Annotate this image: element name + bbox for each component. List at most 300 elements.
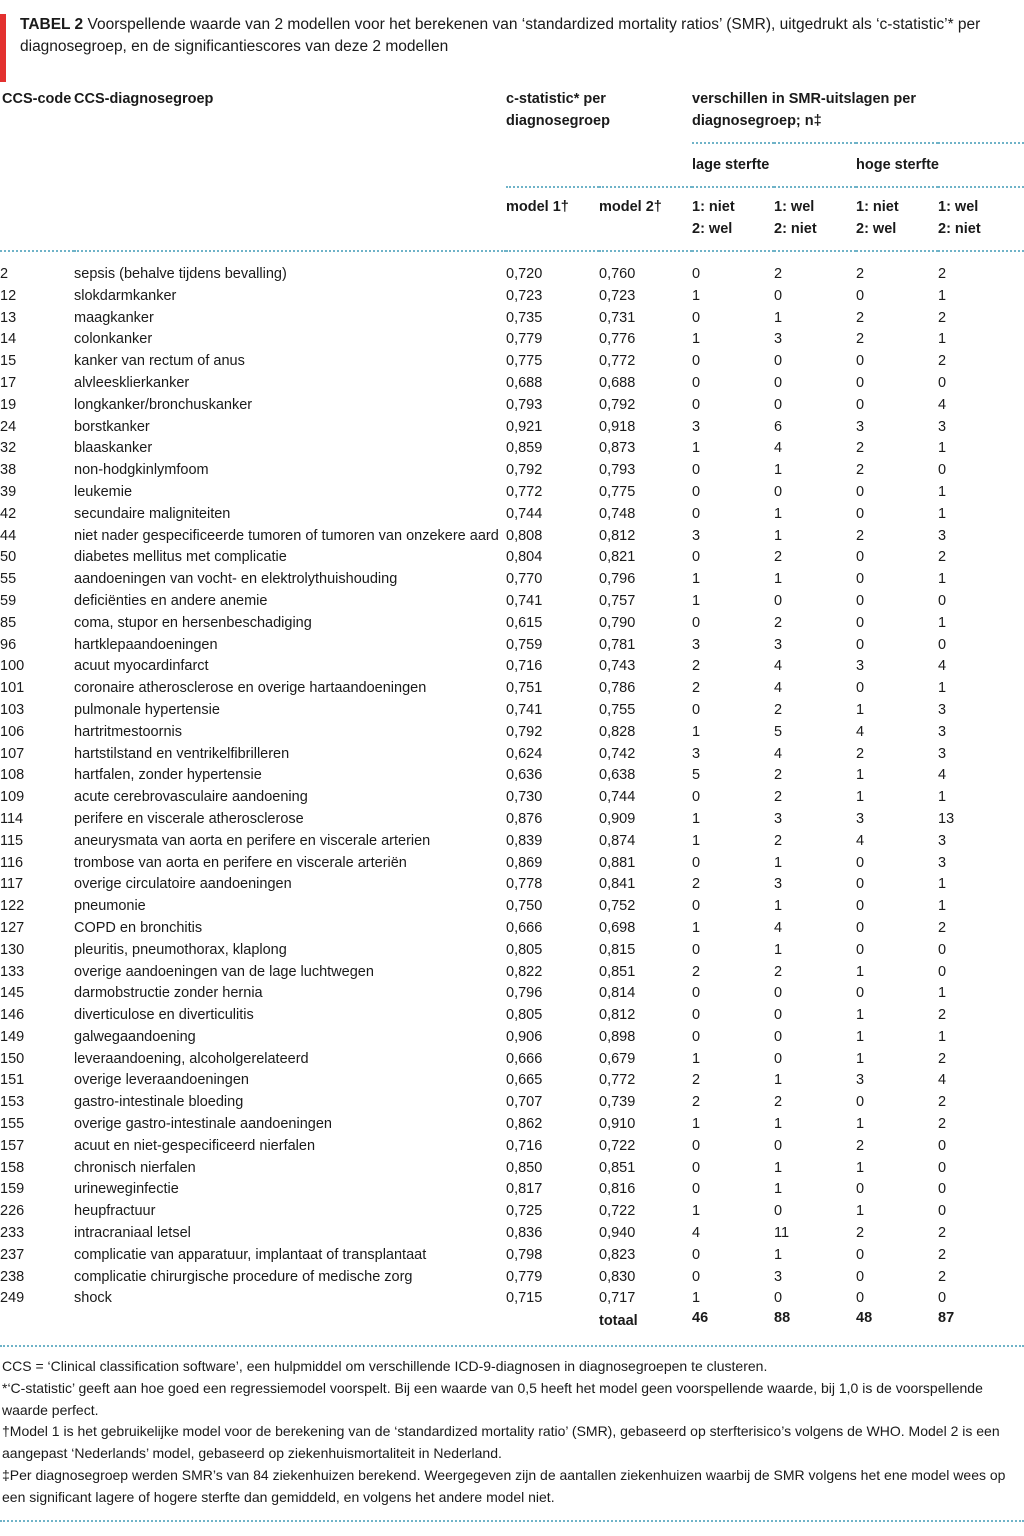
table-row: [0, 1027, 1024, 1049]
cell-cstat-model1: 0,850: [506, 1159, 543, 1176]
cell-cstat-model2: 0,841: [599, 876, 636, 893]
cell-cstat-model2: 0,772: [599, 353, 636, 370]
cell-high-wel-niet: 13: [938, 810, 955, 827]
cell-low-niet-wel: 0: [692, 614, 701, 631]
cell-high-wel-niet: 0: [938, 1159, 947, 1176]
table-row: [0, 351, 1024, 373]
cell-high-niet-wel: 2: [856, 440, 865, 457]
cell-cstat-model2: 0,851: [599, 963, 636, 980]
cell-low-niet-wel: 3: [692, 527, 701, 544]
cell-cstat-model2: 0,830: [599, 1268, 636, 1285]
cell-cstat-model2: 0,760: [599, 266, 636, 282]
cell-cstat-model1: 0,750: [506, 898, 543, 915]
cell-cstat-model2: 0,781: [599, 636, 636, 653]
cell-low-niet-wel: 0: [692, 374, 701, 391]
cell-cstat-model1: 0,779: [506, 1268, 543, 1285]
cell-low-niet-wel: 2: [692, 963, 701, 980]
cell-high-wel-niet: 4: [938, 658, 947, 675]
cell-low-wel-niet: 0: [774, 1007, 783, 1024]
table-row: [0, 417, 1024, 439]
table-row: [0, 329, 1024, 351]
cell-cstat-model2: 0,851: [599, 1159, 636, 1176]
cell-ccs-code: 114: [0, 810, 24, 827]
cell-cstat-model1: 0,822: [506, 963, 543, 980]
cell-high-wel-niet: 0: [938, 963, 947, 980]
cell-cstat-model1: 0,798: [506, 1246, 543, 1263]
cell-low-niet-wel: 0: [692, 1268, 701, 1285]
cell-ccs-group: hartklepaandoeningen: [74, 636, 218, 653]
header-sub-1: 1: niet 2: wel: [692, 199, 735, 237]
cell-cstat-model2: 0,812: [599, 527, 636, 544]
cell-ccs-code: 106: [0, 723, 25, 740]
total-value: 46: [692, 1310, 709, 1327]
cell-low-niet-wel: 0: [692, 505, 701, 522]
header-cstat-line1: c-statistic* per: [506, 91, 606, 107]
cell-low-niet-wel: 5: [692, 767, 701, 784]
cell-low-wel-niet: 4: [774, 680, 783, 697]
cell-low-wel-niet: 0: [774, 985, 783, 1002]
cell-low-wel-niet: 2: [774, 701, 783, 718]
cell-low-wel-niet: 2: [774, 789, 783, 806]
cell-cstat-model1: 0,615: [506, 614, 543, 631]
cell-low-niet-wel: 1: [692, 832, 701, 849]
cell-ccs-code: 100: [0, 658, 25, 675]
table-row: [0, 395, 1024, 417]
total-value: 88: [774, 1310, 791, 1327]
cell-high-niet-wel: 0: [856, 549, 865, 566]
cell-cstat-model1: 0,725: [506, 1203, 543, 1220]
cell-cstat-model2: 0,755: [599, 701, 636, 718]
cell-ccs-group: COPD en bronchitis: [74, 919, 203, 936]
cell-high-niet-wel: 0: [856, 505, 865, 522]
header-high: hoge sterfte: [856, 143, 1024, 187]
cell-low-wel-niet: 3: [774, 876, 783, 893]
table-row: [0, 809, 1024, 831]
cell-high-niet-wel: 1: [856, 1007, 865, 1024]
cell-cstat-model1: 0,859: [506, 440, 543, 457]
cell-ccs-group: hartfalen, zonder hypertensie: [74, 767, 262, 784]
cell-ccs-group: chronisch nierfalen: [74, 1159, 196, 1176]
cell-cstat-model2: 0,909: [599, 810, 636, 827]
cell-low-niet-wel: 0: [692, 789, 701, 806]
cell-cstat-model1: 0,796: [506, 985, 543, 1002]
cell-ccs-code: 233: [0, 1225, 25, 1242]
cell-low-niet-wel: 0: [692, 1181, 701, 1198]
cell-cstat-model1: 0,778: [506, 876, 543, 893]
cell-low-wel-niet: 1: [774, 1072, 783, 1089]
cell-low-niet-wel: 0: [692, 854, 701, 871]
cell-cstat-model2: 0,816: [599, 1181, 636, 1198]
cell-cstat-model1: 0,665: [506, 1072, 543, 1089]
cell-cstat-model2: 0,772: [599, 1072, 636, 1089]
cell-cstat-model1: 0,688: [506, 374, 543, 391]
table-row: [0, 1179, 1024, 1201]
cell-low-wel-niet: 1: [774, 527, 783, 544]
cell-low-wel-niet: 0: [774, 1050, 783, 1067]
cell-ccs-code: 115: [0, 832, 24, 849]
cell-high-wel-niet: 1: [938, 440, 947, 457]
cell-cstat-model2: 0,812: [599, 1007, 636, 1024]
cell-high-niet-wel: 0: [856, 614, 865, 631]
cell-high-wel-niet: 0: [938, 1203, 947, 1220]
cell-cstat-model1: 0,735: [506, 309, 543, 326]
cell-high-wel-niet: 3: [938, 745, 947, 762]
cell-high-wel-niet: 0: [938, 1290, 947, 1307]
cell-cstat-model1: 0,805: [506, 1007, 543, 1024]
cell-ccs-group: diabetes mellitus met complicatie: [74, 549, 287, 566]
cell-low-wel-niet: 1: [774, 1159, 783, 1176]
cell-cstat-model2: 0,739: [599, 1094, 636, 1111]
cell-high-wel-niet: 2: [938, 1094, 947, 1111]
footnote: ‡Per diagnosegroep werden SMR’s van 84 ziekenhuizen berekend. Weergegeven zijn de aantallen ziekenhuizen waarbij de SMR volgens het ene model wees op een significant lagere of hogere sterfte dan gemiddeld, en volgens het andere model niet.: [2, 1466, 1006, 1505]
cell-low-wel-niet: 0: [774, 483, 783, 500]
header-model2: model 2†: [599, 199, 662, 215]
cell-high-niet-wel: 0: [856, 898, 865, 915]
table-row: [0, 787, 1024, 809]
cell-high-niet-wel: 4: [856, 832, 865, 849]
cell-low-niet-wel: 1: [692, 571, 701, 588]
table-row: [0, 1136, 1024, 1158]
table-row: [0, 438, 1024, 460]
cell-low-wel-niet: 4: [774, 919, 783, 936]
cell-high-niet-wel: 0: [856, 636, 865, 653]
table-body: [0, 264, 1024, 1310]
cell-high-wel-niet: 0: [938, 636, 947, 653]
table-row: [0, 1267, 1024, 1289]
cell-high-niet-wel: 0: [856, 353, 865, 370]
cell-ccs-code: 59: [0, 592, 17, 609]
cell-low-niet-wel: 2: [692, 1094, 701, 1111]
cell-high-wel-niet: 2: [938, 1007, 947, 1024]
table-row: [0, 460, 1024, 482]
cell-ccs-group: acuut en niet-gespecificeerd nierfalen: [74, 1137, 316, 1154]
cell-cstat-model1: 0,836: [506, 1225, 543, 1242]
cell-ccs-group: gastro-intestinale bloeding: [74, 1094, 244, 1111]
cell-high-niet-wel: 4: [856, 723, 865, 740]
cell-ccs-code: 44: [0, 527, 17, 544]
cell-cstat-model1: 0,839: [506, 832, 543, 849]
cell-cstat-model2: 0,679: [599, 1050, 636, 1067]
cell-low-niet-wel: 0: [692, 941, 701, 958]
cell-cstat-model2: 0,910: [599, 1116, 636, 1133]
table-row: [0, 983, 1024, 1005]
cell-low-wel-niet: 1: [774, 505, 783, 522]
cell-cstat-model2: 0,723: [599, 287, 636, 304]
cell-high-wel-niet: 1: [938, 876, 947, 893]
cell-ccs-group: coma, stupor en hersenbeschadiging: [74, 614, 312, 631]
cell-cstat-model1: 0,707: [506, 1094, 543, 1111]
table-row: [0, 940, 1024, 962]
cell-high-niet-wel: 0: [856, 1246, 865, 1263]
table-row: [0, 678, 1024, 700]
cell-ccs-group: perifere en viscerale atherosclerose: [74, 810, 304, 827]
table-row: [0, 896, 1024, 918]
cell-low-niet-wel: 0: [692, 462, 701, 479]
cell-cstat-model1: 0,759: [506, 636, 543, 653]
table-row: [0, 1288, 1024, 1310]
cell-cstat-model2: 0,776: [599, 331, 636, 348]
cell-ccs-group: longkanker/bronchuskanker: [74, 396, 253, 413]
cell-high-wel-niet: 2: [938, 919, 947, 936]
cell-cstat-model1: 0,804: [506, 549, 543, 566]
total-value: 87: [938, 1310, 955, 1327]
cell-ccs-group: pneumonie: [74, 898, 146, 915]
cell-high-niet-wel: 1: [856, 1028, 865, 1045]
cell-ccs-code: 158: [0, 1159, 25, 1176]
cell-ccs-code: 157: [0, 1137, 25, 1154]
cell-low-niet-wel: 1: [692, 919, 701, 936]
cell-low-wel-niet: 1: [774, 571, 783, 588]
cell-high-wel-niet: 0: [938, 941, 947, 958]
cell-high-niet-wel: 0: [856, 1290, 865, 1307]
cell-low-wel-niet: 4: [774, 745, 783, 762]
cell-low-wel-niet: 2: [774, 266, 783, 282]
cell-ccs-code: 127: [0, 919, 25, 936]
cell-cstat-model2: 0,793: [599, 462, 636, 479]
cell-high-niet-wel: 3: [856, 418, 865, 435]
cell-ccs-group: kanker van rectum of anus: [74, 353, 245, 370]
cell-ccs-group: urineweginfectie: [74, 1181, 179, 1198]
cell-ccs-code: 122: [0, 898, 25, 915]
cell-ccs-code: 39: [0, 483, 17, 500]
cell-ccs-code: 153: [0, 1094, 25, 1111]
cell-ccs-group: heupfractuur: [74, 1203, 156, 1220]
cell-low-wel-niet: 2: [774, 1094, 783, 1111]
table-row: [0, 1005, 1024, 1027]
cell-high-wel-niet: 1: [938, 985, 947, 1002]
footnotes: [2, 1356, 1012, 1509]
footnote: *‘C-statistic’ geeft aan hoe goed een regressiemodel voorspelt. Bij een waarde van 0,5 heeft het model geen voorspellende waarde, bij 1,0 is de voorspellende waarde perfect.: [2, 1379, 983, 1418]
cell-low-wel-niet: 0: [774, 1290, 783, 1307]
cell-high-wel-niet: 0: [938, 1181, 947, 1198]
header-cstat: [506, 88, 692, 143]
table-row: [0, 482, 1024, 504]
cell-low-wel-niet: 0: [774, 353, 783, 370]
cell-low-niet-wel: 0: [692, 1246, 701, 1263]
cell-high-niet-wel: 0: [856, 680, 865, 697]
cell-high-niet-wel: 0: [856, 571, 865, 588]
table-row: [0, 1158, 1024, 1180]
header-diff: [692, 88, 1024, 143]
cell-low-wel-niet: 1: [774, 854, 783, 871]
table-row: [0, 504, 1024, 526]
cell-high-niet-wel: 1: [856, 1050, 865, 1067]
cell-low-niet-wel: 0: [692, 701, 701, 718]
totals-label: totaal: [599, 1313, 638, 1330]
caption-text: Voorspellende waarde van 2 modellen voor het berekenen van ‘standardized mortality ratios’ (SMR), uitgedrukt als ‘c-statistic’* per diagnosegroep, en de significantiescores van deze 2 modellen: [20, 16, 981, 55]
cell-cstat-model2: 0,814: [599, 985, 636, 1002]
cell-ccs-group: overige circulatoire aandoeningen: [74, 876, 292, 893]
cell-cstat-model1: 0,744: [506, 505, 543, 522]
cell-ccs-group: sepsis (behalve tijdens bevalling): [74, 266, 287, 282]
table-row: [0, 264, 1024, 286]
cell-ccs-group: overige aandoeningen van de lage luchtwegen: [74, 963, 374, 980]
cell-cstat-model2: 0,688: [599, 374, 636, 391]
cell-ccs-group: hartritmestoornis: [74, 723, 182, 740]
cell-cstat-model2: 0,638: [599, 767, 636, 784]
cell-high-niet-wel: 1: [856, 767, 865, 784]
cell-cstat-model2: 0,790: [599, 614, 636, 631]
table-row: [0, 635, 1024, 657]
cell-ccs-group: leukemie: [74, 483, 133, 500]
cell-low-niet-wel: 4: [692, 1225, 701, 1242]
cell-low-niet-wel: 0: [692, 396, 701, 413]
cell-cstat-model1: 0,723: [506, 287, 543, 304]
cell-ccs-group: aneurysmata van aorta en perifere en viscerale arterien: [74, 832, 431, 849]
cell-high-wel-niet: 3: [938, 832, 947, 849]
cell-ccs-code: 130: [0, 941, 25, 958]
cell-cstat-model1: 0,921: [506, 418, 543, 435]
cell-cstat-model1: 0,730: [506, 789, 543, 806]
cell-ccs-group: borstkanker: [74, 418, 150, 435]
cell-low-niet-wel: 0: [692, 985, 701, 1002]
cell-ccs-group: secundaire maligniteiten: [74, 505, 231, 522]
cell-ccs-group: niet nader gespecificeerde tumoren of tumoren van onzekere aard: [74, 527, 499, 544]
cell-low-wel-niet: 3: [774, 636, 783, 653]
cell-ccs-code: 14: [0, 331, 17, 348]
cell-low-wel-niet: 3: [774, 331, 783, 348]
cell-cstat-model2: 0,821: [599, 549, 636, 566]
cell-low-wel-niet: 1: [774, 1116, 783, 1133]
table-row: [0, 1114, 1024, 1136]
table-row: [0, 874, 1024, 896]
notes-divider: [0, 1345, 1024, 1347]
cell-ccs-group: intracraniaal letsel: [74, 1225, 191, 1242]
cell-low-niet-wel: 1: [692, 810, 701, 827]
cell-high-wel-niet: 2: [938, 353, 947, 370]
cell-high-niet-wel: 0: [856, 919, 865, 936]
cell-ccs-code: 42: [0, 505, 17, 522]
cell-ccs-code: 108: [0, 767, 25, 784]
cell-low-wel-niet: 2: [774, 963, 783, 980]
cell-cstat-model1: 0,624: [506, 745, 543, 762]
table-row: [0, 591, 1024, 613]
cell-ccs-group: colonkanker: [74, 331, 153, 348]
cell-low-wel-niet: 1: [774, 898, 783, 915]
cell-cstat-model2: 0,873: [599, 440, 636, 457]
total-value: 48: [856, 1310, 873, 1327]
cell-high-niet-wel: 2: [856, 1137, 865, 1154]
cell-low-niet-wel: 0: [692, 266, 701, 282]
cell-low-niet-wel: 3: [692, 418, 701, 435]
cell-high-niet-wel: 2: [856, 331, 865, 348]
cell-low-wel-niet: 0: [774, 374, 783, 391]
table-row: [0, 308, 1024, 330]
cell-ccs-group: pulmonale hypertensie: [74, 701, 220, 718]
cell-low-wel-niet: 3: [774, 810, 783, 827]
cell-cstat-model1: 0,779: [506, 331, 543, 348]
cell-low-niet-wel: 0: [692, 898, 701, 915]
cell-high-wel-niet: 3: [938, 854, 947, 871]
cell-high-wel-niet: 1: [938, 331, 947, 348]
table-row: [0, 656, 1024, 678]
cell-cstat-model2: 0,722: [599, 1137, 636, 1154]
cell-high-wel-niet: 2: [938, 1246, 947, 1263]
cell-low-niet-wel: 1: [692, 1116, 701, 1133]
cell-high-niet-wel: 0: [856, 1268, 865, 1285]
cell-high-wel-niet: 1: [938, 483, 947, 500]
cell-high-niet-wel: 1: [856, 1116, 865, 1133]
cell-high-wel-niet: 3: [938, 723, 947, 740]
cell-high-niet-wel: 1: [856, 789, 865, 806]
cell-cstat-model2: 0,722: [599, 1203, 636, 1220]
cell-cstat-model2: 0,786: [599, 680, 636, 697]
table-caption: [0, 14, 1010, 82]
cell-ccs-code: 13: [0, 309, 17, 326]
header-diff-line2: diagnosegroep; n‡: [692, 113, 822, 129]
cell-cstat-model2: 0,792: [599, 396, 636, 413]
cell-high-wel-niet: 0: [938, 592, 947, 609]
cell-ccs-group: coronaire atherosclerose en overige hartaandoeningen: [74, 680, 427, 697]
cell-cstat-model1: 0,869: [506, 854, 543, 871]
cell-ccs-code: 249: [0, 1290, 25, 1307]
cell-cstat-model2: 0,918: [599, 418, 636, 435]
cell-low-wel-niet: 2: [774, 549, 783, 566]
cell-ccs-group: shock: [74, 1290, 112, 1307]
cell-cstat-model1: 0,772: [506, 483, 543, 500]
cell-low-niet-wel: 1: [692, 331, 701, 348]
cell-low-wel-niet: 1: [774, 1246, 783, 1263]
cell-low-niet-wel: 0: [692, 549, 701, 566]
header-ccs-code: CCS-code: [2, 91, 72, 107]
cell-low-wel-niet: 2: [774, 832, 783, 849]
cell-ccs-group: acute cerebrovasculaire aandoening: [74, 789, 308, 806]
cell-low-wel-niet: 1: [774, 462, 783, 479]
table-row: [0, 569, 1024, 591]
cell-low-wel-niet: 0: [774, 287, 783, 304]
table-row: [0, 1245, 1024, 1267]
cell-ccs-group: darmobstructie zonder hernia: [74, 985, 263, 1002]
cell-cstat-model1: 0,817: [506, 1181, 543, 1198]
cell-cstat-model1: 0,741: [506, 592, 543, 609]
cell-cstat-model2: 0,757: [599, 592, 636, 609]
table-row: [0, 722, 1024, 744]
cell-cstat-model1: 0,808: [506, 527, 543, 544]
cell-ccs-code: 85: [0, 614, 17, 631]
cell-high-niet-wel: 0: [856, 985, 865, 1002]
cell-cstat-model2: 0,874: [599, 832, 636, 849]
cell-ccs-code: 117: [0, 876, 24, 893]
cell-low-wel-niet: 1: [774, 941, 783, 958]
cell-cstat-model2: 0,742: [599, 745, 636, 762]
cell-cstat-model1: 0,715: [506, 1290, 543, 1307]
cell-low-niet-wel: 1: [692, 723, 701, 740]
cell-cstat-model2: 0,796: [599, 571, 636, 588]
cell-low-wel-niet: 0: [774, 592, 783, 609]
cell-cstat-model2: 0,881: [599, 854, 636, 871]
table-row: [0, 373, 1024, 395]
cell-ccs-group: slokdarmkanker: [74, 287, 177, 304]
cell-high-niet-wel: 0: [856, 374, 865, 391]
cell-high-niet-wel: 2: [856, 462, 865, 479]
cell-low-niet-wel: 0: [692, 1007, 701, 1024]
table-row: [0, 547, 1024, 569]
cell-low-niet-wel: 0: [692, 309, 701, 326]
cell-ccs-code: 237: [0, 1246, 25, 1263]
cell-high-wel-niet: 2: [938, 1050, 947, 1067]
cell-high-niet-wel: 0: [856, 941, 865, 958]
cell-cstat-model2: 0,823: [599, 1246, 636, 1263]
cell-low-niet-wel: 1: [692, 287, 701, 304]
table-label: TABEL 2: [20, 16, 84, 33]
cell-ccs-code: 96: [0, 636, 17, 653]
cell-high-wel-niet: 1: [938, 680, 947, 697]
totals-row: [0, 1310, 1024, 1332]
cell-low-wel-niet: 4: [774, 440, 783, 457]
cell-low-wel-niet: 1: [774, 1181, 783, 1198]
cell-high-niet-wel: 1: [856, 701, 865, 718]
cell-cstat-model1: 0,770: [506, 571, 543, 588]
